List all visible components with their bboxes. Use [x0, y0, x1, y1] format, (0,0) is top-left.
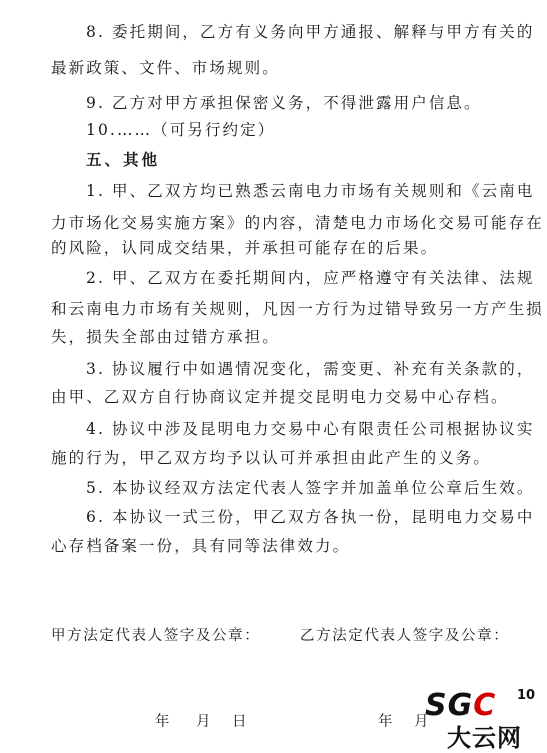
- party-a-signature-label: 甲方法定代表人签字及公章：: [51, 628, 261, 644]
- item-4-line-1: 4. 协议中涉及昆明电力交易中心有限责任公司根据协议实: [86, 420, 535, 438]
- party-b-signature-label: 乙方法定代表人签字及公章：: [300, 628, 510, 644]
- item-2-line-3: 失，损失全部由过错方承担。: [51, 328, 280, 346]
- item-2-line-1: 2. 甲、乙双方在委托期间内，应严格遵守有关法律、法规: [86, 269, 535, 287]
- item-3-line-1: 3. 协议履行中如遇情况变化，需变更、补充有关条款的，: [86, 360, 535, 378]
- party-b-date-year: 年: [378, 714, 393, 730]
- watermark-logo-sub: 大云网: [447, 724, 522, 752]
- clause-8-line-2: 最新政策、文件、市场规则。: [51, 59, 280, 77]
- party-a-date-day: 日: [232, 714, 247, 730]
- item-6-line-2: 心存档备案一份，具有同等法律效力。: [51, 537, 351, 555]
- party-a-date-month: 月: [196, 714, 211, 730]
- clause-8-line-1: 8. 委托期间，乙方有义务向甲方通报、解释与甲方有关的: [86, 23, 535, 41]
- party-b-date-month: 月: [414, 714, 429, 730]
- site-watermark-logo: [425, 688, 545, 752]
- clause-9-line: 9. 乙方对甲方承担保密义务，不得泄露用户信息。: [86, 94, 482, 112]
- item-1-line-2: 力市场化交易实施方案》的内容，清楚电力市场化交易可能存在: [51, 214, 544, 232]
- item-6-line-1: 6. 本协议一式三份，甲乙双方各执一份，昆明电力交易中: [86, 508, 535, 526]
- section-heading: 五、其他: [86, 150, 161, 169]
- item-1-line-1: 1. 甲、乙双方均已熟悉云南电力市场有关规则和《云南电: [86, 182, 535, 200]
- item-2-line-2: 和云南电力市场有关规则，凡因一方行为过错导致另一方产生损: [51, 300, 544, 318]
- party-a-date-year: 年: [155, 714, 170, 730]
- watermark-logo-sup: 10: [517, 688, 536, 703]
- item-5-line: 5. 本协议经双方法定代表人签字并加盖单位公章后生效。: [86, 479, 535, 497]
- item-1-line-3: 的风险，认同成交结果，并承担可能存在的后果。: [51, 239, 439, 257]
- item-3-line-2: 由甲、乙双方自行协商议定并提交昆明电力交易中心存档。: [51, 388, 509, 406]
- item-4-line-2: 施的行为，甲乙双方均予以认可并承担由此产生的义务。: [51, 449, 492, 467]
- clause-10-line: 10.……（可另行约定）: [86, 121, 276, 139]
- watermark-logo-main: SGC: [425, 688, 497, 723]
